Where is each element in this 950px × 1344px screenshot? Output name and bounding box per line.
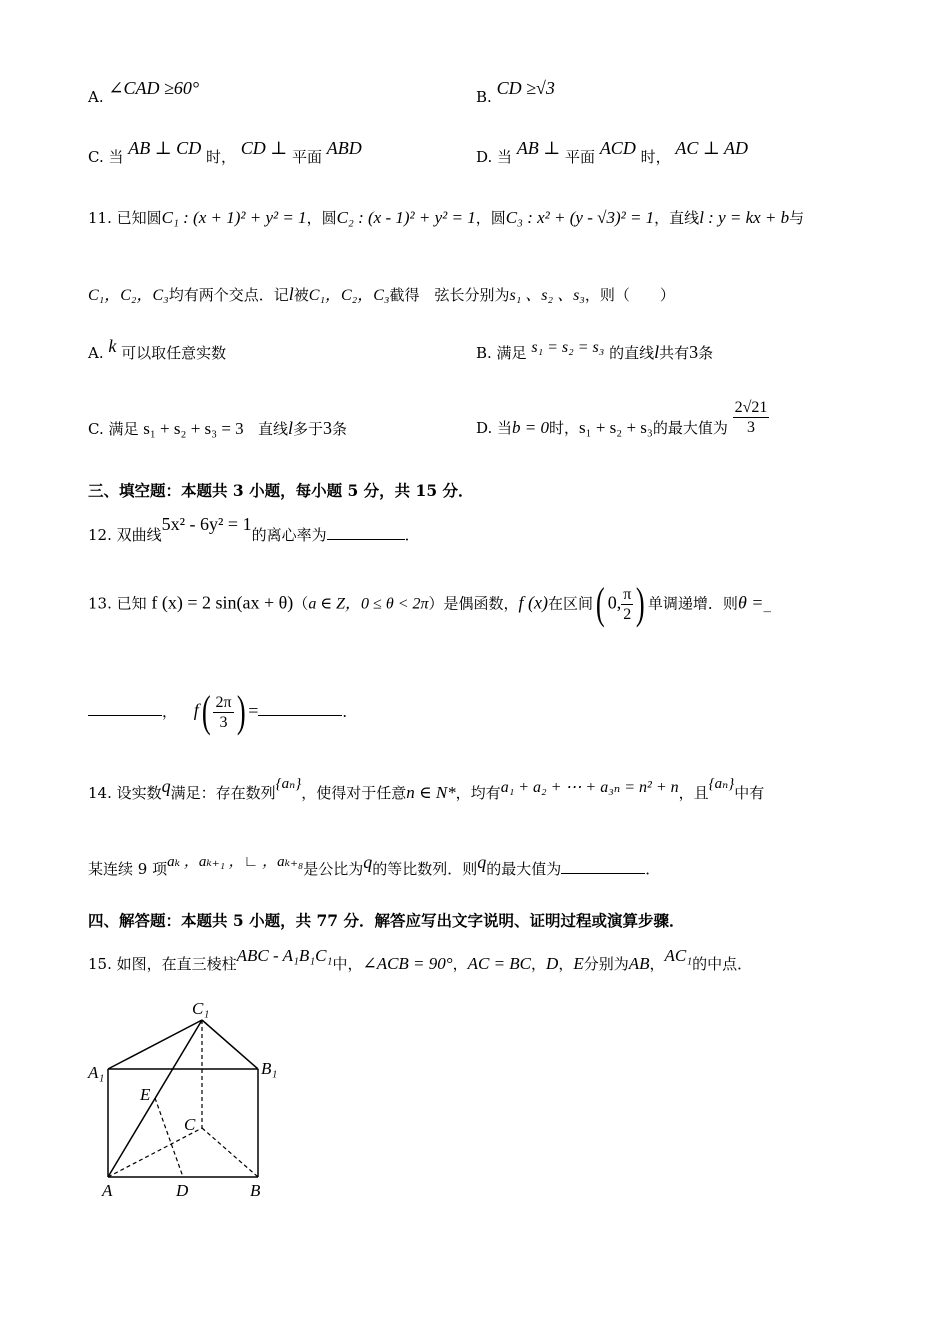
prism-figure	[80, 996, 300, 1206]
edge-c-b	[202, 1128, 258, 1177]
q11-option-a: A. k 可以取任意实数	[88, 336, 227, 362]
q10-b-expr: CD ≥√3	[496, 78, 555, 98]
q11-d-fraction: $\frac{2√21}{3}$	[734, 399, 768, 437]
q13-theta-blank[interactable]	[88, 701, 162, 716]
q14-answer-blank[interactable]	[561, 859, 645, 874]
q14-line2: 某连续 9 项aₖ ，aₖ₊₁ ，∟ ，aₖ₊₈是公比为q的等比数列．则q的最大值为 ．	[88, 852, 661, 878]
label-c: C	[184, 1115, 196, 1134]
q13-f-blank[interactable]	[258, 701, 342, 716]
edge-c1-b1	[202, 1020, 258, 1069]
q11-option-d: D. 当b = 0时，s₁ + s₂ + s₃的最大值为 $\frac{2√21}{3}$	[476, 399, 768, 437]
section-3-title: 三、填空题：本题共 3 小题，每小题 5 分，共 15 分．	[88, 481, 474, 500]
q13-line1: 13. 已知 f (x) = 2 sin(ax + θ)（a ∈ Z，0 ≤ θ < 2π）是偶函数，f (x)在区间( 0, $\frac{\pi}{2}$ ) 单调递增．则θ =_	[88, 579, 771, 628]
q12: 12. 双曲线5x² - 6y² = 1的离心率为 ．	[88, 514, 420, 544]
label-b: B	[250, 1181, 261, 1200]
q11-option-b: B. 满足 s₁ = s₂ = s₃ 的直线l共有3条	[476, 339, 714, 362]
edge-e-d	[155, 1098, 183, 1177]
q10-option-b: B. CD ≥√3	[476, 78, 555, 106]
label-a1: A₁	[88, 1063, 105, 1082]
q15: 15. 如图，在直三棱柱ABC - A₁B₁C₁中，∠ACB = 90°，AC = BC，D，E分别为AB，AC₁的中点．	[88, 946, 753, 973]
label-d: D	[176, 1181, 189, 1200]
q14-line1: 14. 设实数q满足：存在数列{aₙ}，使得对于任意n ∈ N*，均有a₁ + a₂ + ⋯ + a₃ₙ = n² + n，且{aₙ}中有	[88, 776, 765, 802]
q10-option-a: A. ∠CAD ≥60°	[88, 78, 200, 106]
q10-option-d: D. 当 AB ⊥ 平面 ACD 时， AC ⊥ AD	[476, 138, 748, 166]
label-c1: C₁	[192, 999, 210, 1018]
q12-answer-blank[interactable]	[327, 525, 405, 540]
q10-a-expr: ∠CAD ≥60°	[108, 78, 200, 98]
label-e: E	[140, 1085, 151, 1104]
label-b1: B₁	[261, 1059, 278, 1078]
q10-option-c: C. 当 AB ⊥ CD 时， CD ⊥ 平面 ABD	[88, 138, 362, 166]
q11-option-c: C. 满足 s₁ + s₂ + s₃ = 3 直线l多于3条	[88, 418, 348, 438]
label-a: A	[102, 1181, 113, 1200]
q11-line1: 11. 已知圆C₁ : (x + 1)² + y² = 1，圆C₂ : (x - 1)² + y² = 1，圆C₃ : x² + (y - √3)² = 1，直线l : y = kx + b与	[88, 208, 805, 227]
q11-line2: C₁，C₂，C₃均有两个交点．记l被C₁，C₂，C₃截得 弦长分别为s₁ 、s₂ 、s₃，则（ ）	[88, 284, 675, 304]
q13-line2: ， f( $\frac{2\pi}{3}$ ) = ．	[88, 686, 357, 739]
section-4-title: 四、解答题：本题共 5 小题，共 77 分．解答应写出文字说明、证明过程或演算步骤．	[88, 911, 685, 930]
